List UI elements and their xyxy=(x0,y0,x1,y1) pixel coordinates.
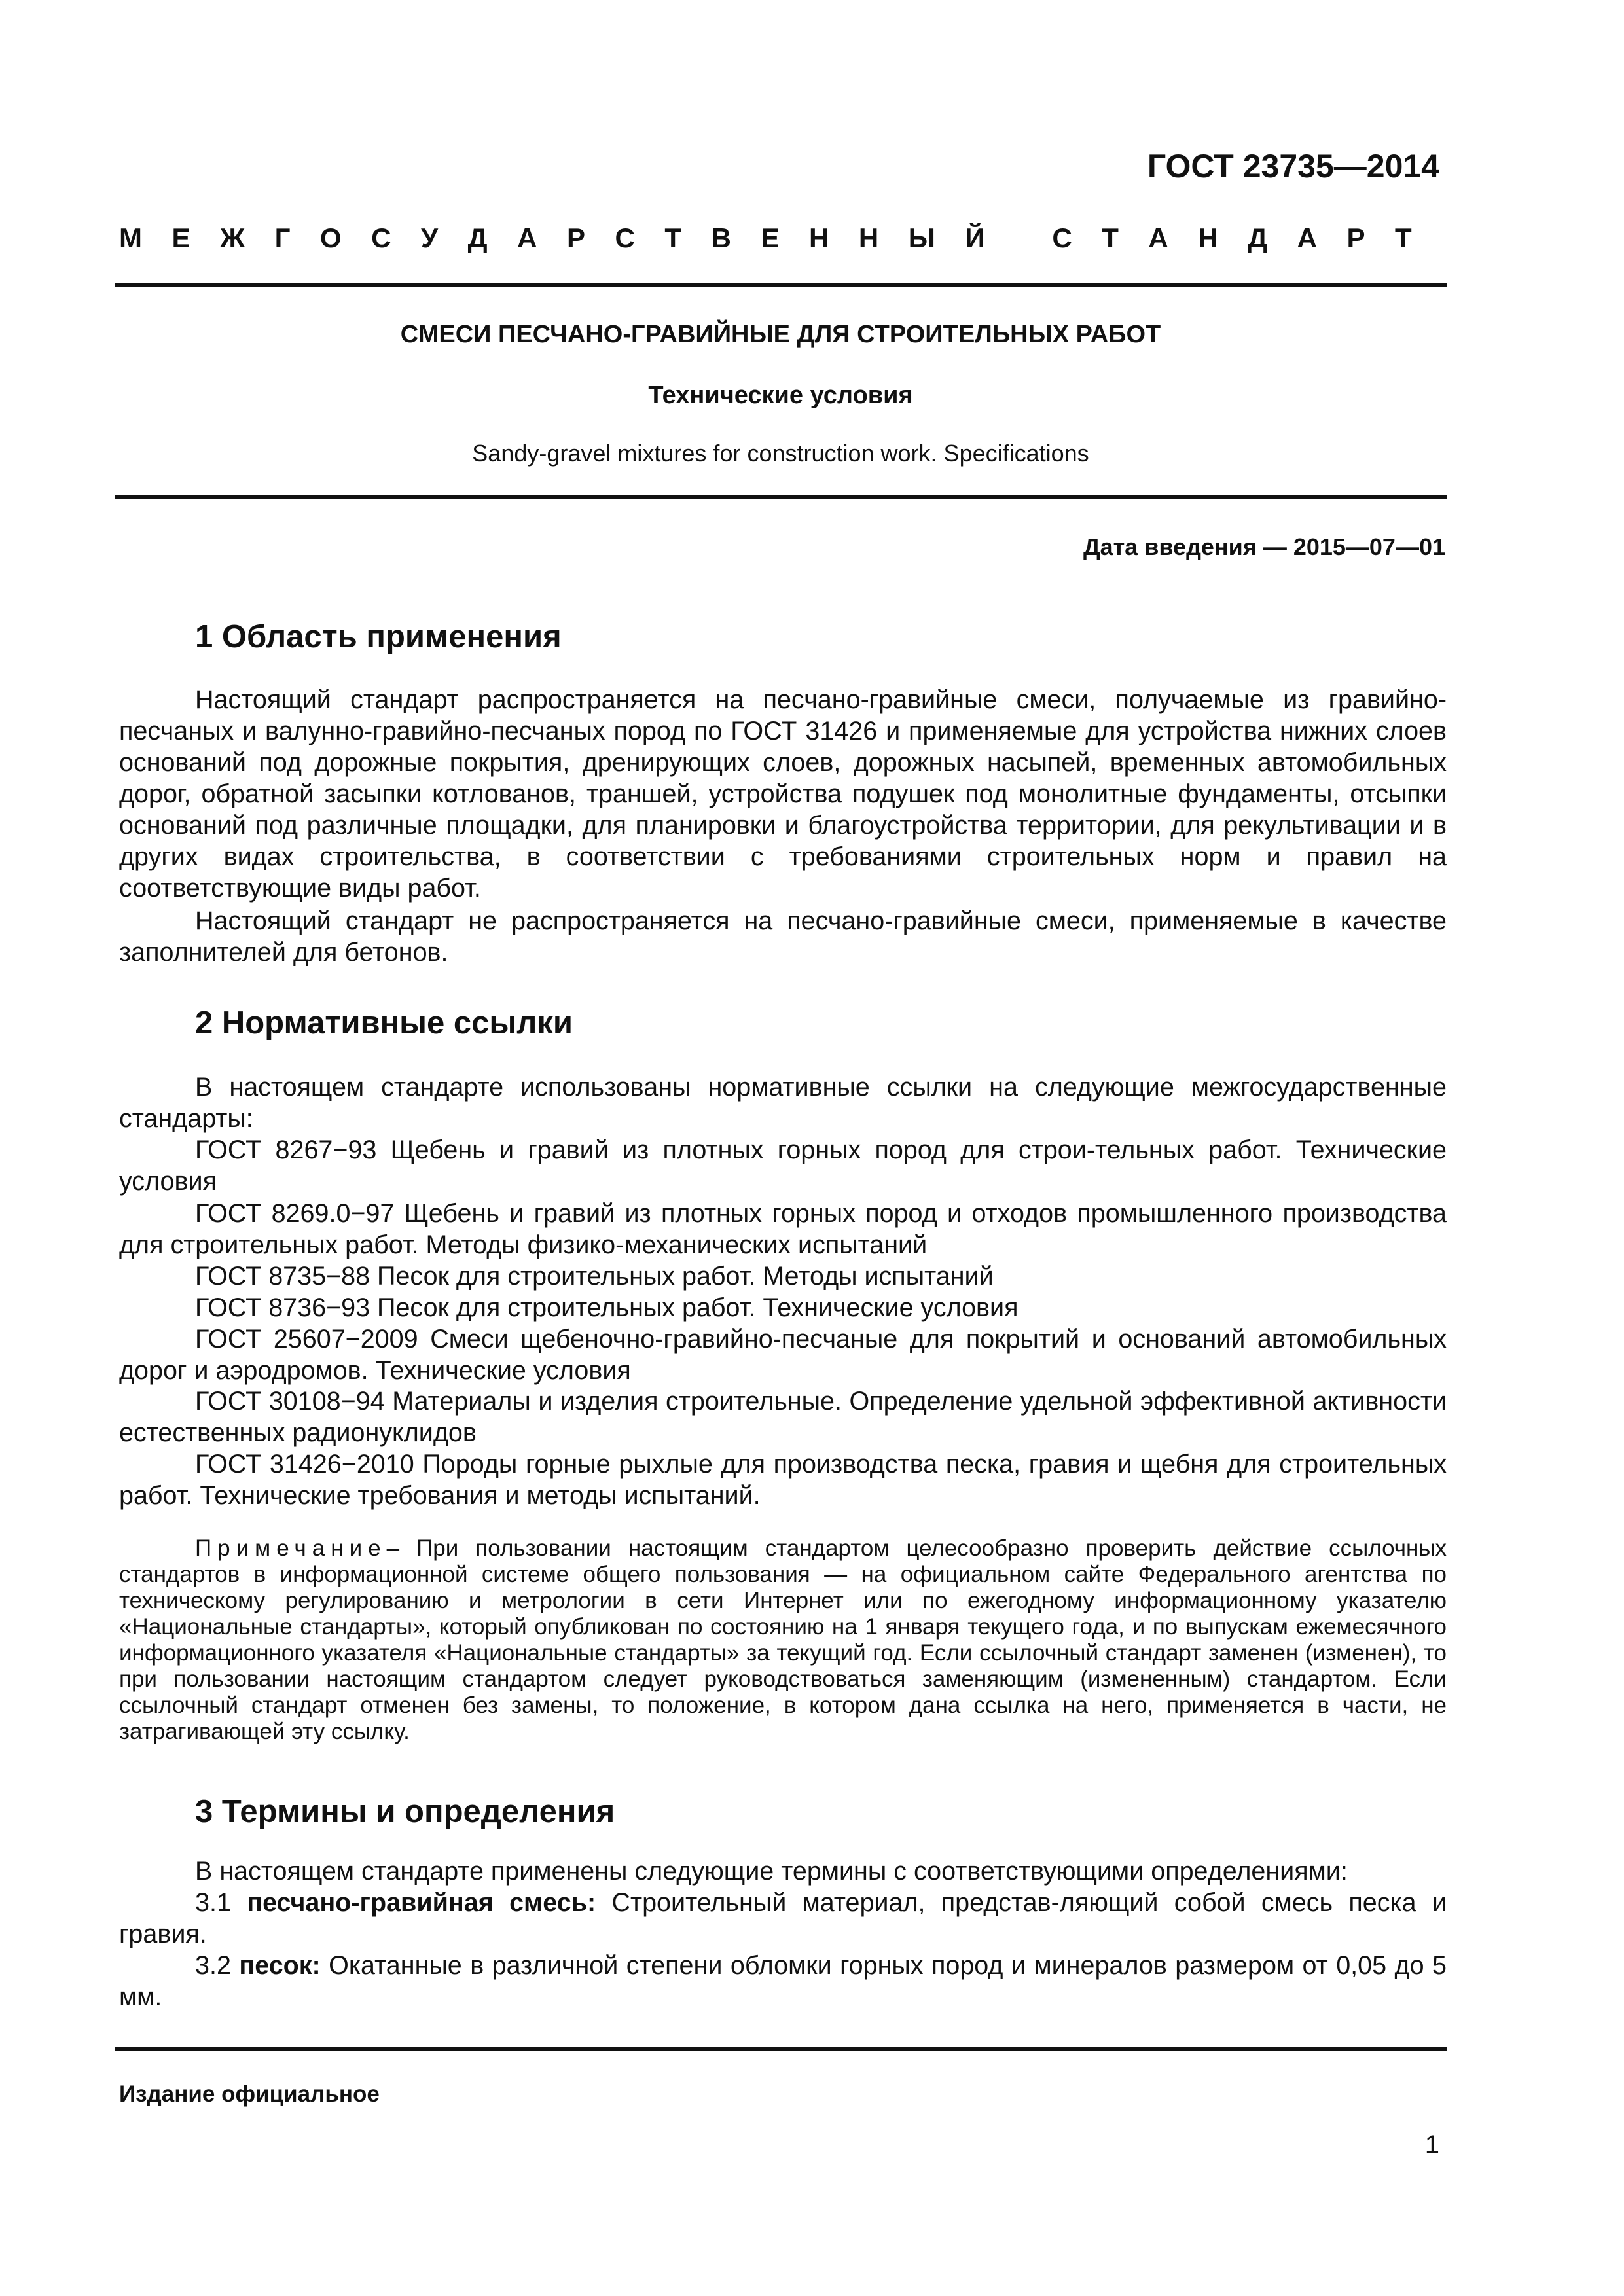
reference-item: ГОСТ 31426−2010 Породы горные рыхлые для производства песка, гравия и щебня для строительных работ. Технические требования и методы испытаний. xyxy=(119,1450,1447,1510)
document-kind-letter: Т xyxy=(1395,223,1412,253)
reference-item: ГОСТ 8736−93 Песок для строительных работ. Технические условия xyxy=(195,1293,1019,1322)
document-kind-letter: Т xyxy=(1102,223,1119,253)
document-kind-letter: С xyxy=(1052,223,1072,253)
document-kind-letter: О xyxy=(319,223,342,253)
scope-paragraph: Настоящий стандарт распространяется на песчано-гравийные смеси, получаемые из гравийно-песчаных и валунно-гравийно-песчаных пород по ГОСТ 31426 и применяемые для устройства нижних слоев оснований под дорожные покрытия, дренирующих слоев, дорожных насыпей, временных автомобильных дорог, обратной засыпки котлованов, траншей, устройства подушек под монолитные фундаменты, отсыпки оснований под различные площадки, для планировки и благоустройства территории, для рекультивации и в других видах строительства, в соответствии с требованиями строительных норм и правил на соответствующие виды работ. xyxy=(119,685,1447,903)
page-number: 1 xyxy=(1424,2130,1439,2159)
document-kind-letter: Г xyxy=(274,223,291,253)
document-kind-letter: М xyxy=(119,223,142,253)
reference-item: ГОСТ 30108−94 Материалы и изделия строительные. Определение удельной эффективной активности естественных радионуклидов xyxy=(119,1387,1447,1447)
document-kind-letter: Д xyxy=(467,223,488,253)
term-name: песчано-гравийная смесь: xyxy=(247,1888,596,1917)
term-definition xyxy=(119,1887,1447,1950)
document-kind-letter: А xyxy=(1297,223,1317,253)
section-heading-terms: 3 Термины и определения xyxy=(195,1794,615,1829)
references-note xyxy=(119,1535,1447,1745)
document-kind-letter: Т xyxy=(664,223,682,253)
document-kind-heading xyxy=(119,223,1412,254)
document-kind-letter: В xyxy=(711,223,731,253)
header-rule xyxy=(115,283,1447,287)
document-kind-letter: Н xyxy=(1198,223,1218,253)
document-kind-letter: Р xyxy=(1346,223,1365,253)
title-rule xyxy=(115,495,1447,499)
footer-rule xyxy=(115,2047,1447,2051)
term-text: Строительный материал, представ-ляющий собой смесь песка и гравия. xyxy=(119,1888,1447,1948)
introduction-date: Дата введения — 2015—07—01 xyxy=(1083,533,1445,560)
document-kind-letter: Н xyxy=(809,223,829,253)
document-kind-letter: А xyxy=(1148,223,1168,253)
term-number: 3.2 xyxy=(195,1951,240,1980)
terms-intro: В настоящем стандарте применены следующие термины с соответствующими определениями: xyxy=(195,1857,1348,1886)
scope-exclusion-paragraph: Настоящий стандарт не распространяется на песчано-гравийные смеси, применяемые в качестве заполнителей для бетонов. xyxy=(119,906,1447,967)
document-kind-letter xyxy=(1015,223,1022,254)
document-kind-letter: Е xyxy=(761,223,780,253)
reference-item: ГОСТ 25607−2009 Смеси щебеночно-гравийно-песчаные для покрытий и оснований автомобильных дорог и аэродромов. Технические условия xyxy=(119,1325,1447,1385)
document-title: СМЕСИ ПЕСЧАНО-ГРАВИЙНЫЕ ДЛЯ СТРОИТЕЛЬНЫХ РАБОТ xyxy=(400,321,1161,348)
document-kind-letter: Ж xyxy=(220,223,245,253)
document-kind-letter: Е xyxy=(171,223,190,253)
term-definition xyxy=(119,1950,1447,2013)
document-kind-letter: Д xyxy=(1248,223,1268,253)
term-text: Окатанные в различной степени обломки горных пород и минералов размером от 0,05 до 5 мм. xyxy=(119,1951,1447,2011)
references-intro: В настоящем стандарте использованы нормативные ссылки на следующие межгосударственные стандарты: xyxy=(119,1073,1447,1133)
reference-item: ГОСТ 8267−93 Щебень и гравий из плотных горных пород для строи-тельных работ. Технические условия xyxy=(119,1136,1447,1196)
term-name: песок: xyxy=(239,1951,321,1980)
document-kind-letter: Р xyxy=(567,223,586,253)
section-heading-scope: 1 Область применения xyxy=(195,619,562,655)
document-title-english: Sandy-gravel mixtures for construction work. Specifications xyxy=(472,440,1089,467)
section-heading-references: 2 Нормативные ссылки xyxy=(195,1005,573,1041)
reference-item: ГОСТ 8735−88 Песок для строительных работ. Методы испытаний xyxy=(195,1262,994,1291)
document-kind-letter: Й xyxy=(965,223,985,253)
document-kind-letter: С xyxy=(615,223,635,253)
document-kind-letter: Ы xyxy=(908,223,935,253)
document-kind-letter: У xyxy=(421,223,439,253)
note-text: – При пользовании настоящим стандартом целесообразно проверить действие ссылочных стандартов в информационной системе общего пользования — на официальном сайте Федерального агентства по техническому регулированию и метрологии в сети Интернет или по ежегодному информационному указателю «Национальные стандарты», который опубликован по состоянию на 1 января текущего года, и по выпускам ежемесячного информационного указателя «Национальные стандарты» за текущий год. Если ссылочный стандарт заменен (изменен), то при пользовании настоящим стандартом следует руководствоваться заменяющим (измененным) стандартом. Если ссылочный стандарт отменен без замены, то положение, в котором дана ссылка на него, применяется в части, не затрагивающей эту ссылку. xyxy=(119,1535,1447,1744)
note-label: Примечание xyxy=(195,1535,387,1561)
document-kind-letter: С xyxy=(371,223,391,253)
edition-label: Издание официальное xyxy=(119,2081,380,2107)
term-number: 3.1 xyxy=(195,1888,247,1917)
document-number: ГОСТ 23735—2014 xyxy=(1147,148,1439,185)
document-subtitle: Технические условия xyxy=(648,382,913,409)
document-kind-letter: Н xyxy=(858,223,879,253)
document-kind-letter: А xyxy=(517,223,537,253)
reference-item: ГОСТ 8269.0−97 Щебень и гравий из плотных горных пород и отходов промышленного производства для строительных работ. Методы физико-механических испытаний xyxy=(119,1199,1447,1259)
